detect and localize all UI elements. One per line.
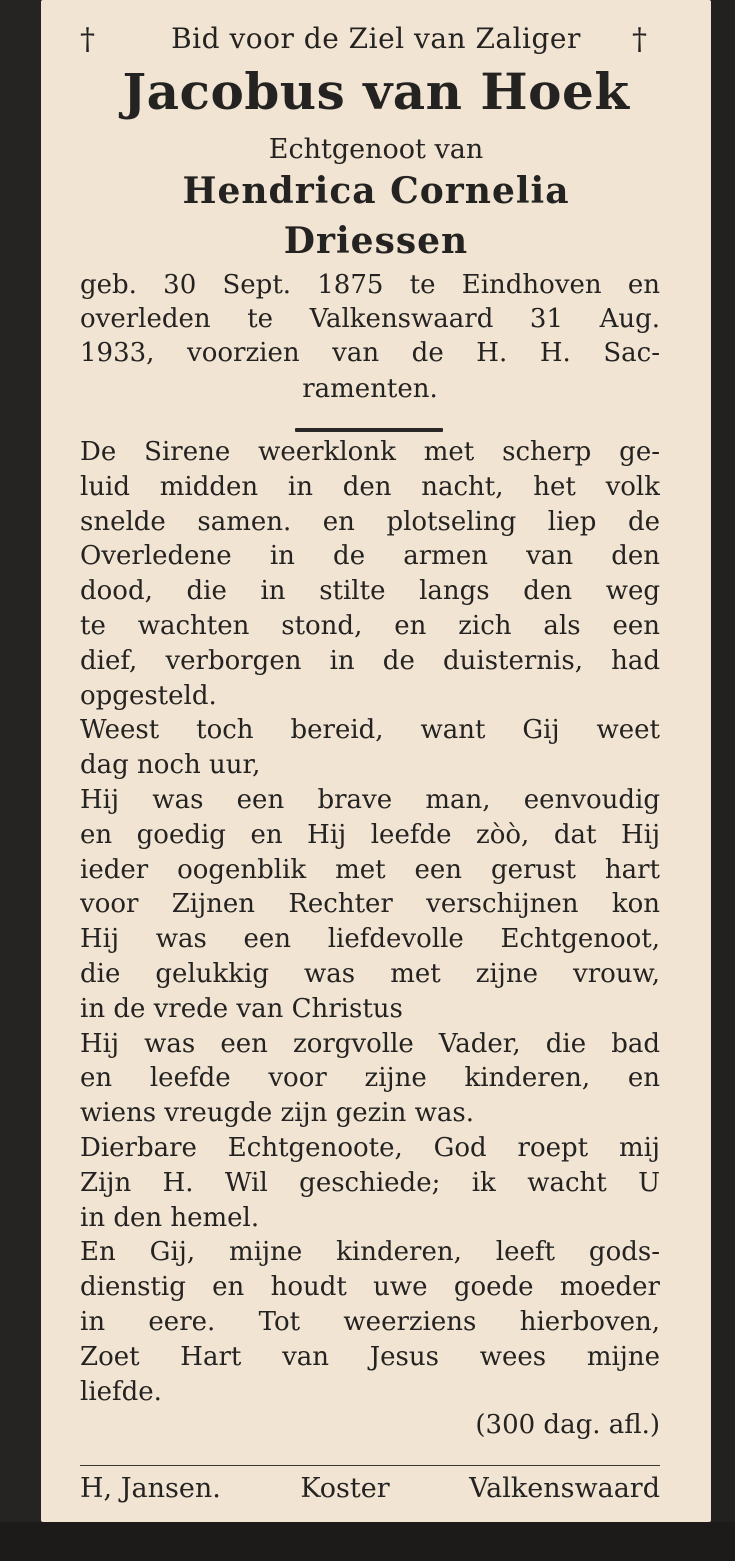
spouse-name-line2: Driessen [283, 220, 469, 262]
poem-line: ieder oogenblik met een gerust hart [80, 854, 660, 885]
poem-line: luid midden in den nacht, het volk [80, 471, 660, 502]
poem-line: dag noch uur, [80, 750, 261, 781]
poem-line: opgesteld. [80, 680, 217, 711]
printer-name: H, Jansen. [80, 1473, 221, 1504]
poem-line: te wachten stond, en zich als een [80, 611, 660, 641]
poem-line: en goedig en Hij leefde zòò, dat Hij [80, 819, 660, 850]
poem-line: dood, die in stilte langs den weg [80, 576, 660, 607]
poem-line: voor Zijnen Rechter verschijnen kon [80, 889, 660, 920]
poem-line: En Gij, mijne kinderen, leeft gods- [80, 1237, 660, 1268]
poem-line: Overledene in de armen van den [80, 541, 660, 572]
bio-line: 1933, voorzien van de H. H. Sac- [80, 338, 660, 368]
poem-line: Zoet Hart van Jesus wees mijne [80, 1341, 660, 1372]
separator-rule [295, 428, 443, 432]
printer-role: Koster [300, 1473, 390, 1504]
indulgence-note: (300 dag. afl.) [475, 1410, 660, 1440]
poem-line: De Sirene weerklonk met scherp ge- [80, 437, 660, 467]
poem-line: dienstig en houdt uwe goede moeder [80, 1272, 660, 1303]
poem-line: Dierbare Echtgenoote, God roept mij [80, 1133, 660, 1163]
poem-line: en leefde voor zijne kinderen, en [80, 1063, 660, 1094]
cross-icon-right: † [632, 22, 647, 57]
poem-line: Hij was een zorgvolle Vader, die bad [80, 1028, 660, 1059]
poem-line: wiens vreugde zijn gezin was. [80, 1098, 474, 1129]
printer-town: Valkenswaard [469, 1473, 660, 1504]
poem-line: in de vrede van Christus [80, 993, 403, 1024]
header-text: Bid voor de Ziel van Zaliger [171, 22, 581, 55]
black-mourning-border-bottom [0, 1522, 735, 1561]
deceased-name: Jacobus van Hoek [122, 62, 630, 121]
spouse-intro: Echtgenoot van [268, 134, 484, 165]
poem-line: Weest toch bereid, want Gij weet [80, 715, 660, 746]
poem-line: Zijn H. Wil geschiede; ik wacht U [80, 1167, 660, 1198]
spouse-name-line1: Hendrica Cornelia [182, 170, 570, 212]
footer-rule [80, 1465, 660, 1466]
printer-footer [80, 1473, 660, 1509]
cross-icon-left: † [80, 22, 95, 57]
poem-line: snelde samen. en plotseling liep de [80, 506, 660, 537]
bio-line: ramenten. [302, 374, 438, 404]
bio-line: overleden te Valkenswaard 31 Aug. [80, 304, 660, 334]
black-mourning-border-left [0, 0, 41, 1561]
poem-line: in den hemel. [80, 1202, 260, 1233]
poem-line: Hij was een brave man, eenvoudig [80, 785, 660, 815]
poem-line: in eere. Tot weerziens hierboven, [80, 1307, 660, 1337]
poem-line: Hij was een liefdevolle Echtgenoot, [80, 924, 660, 955]
poem-line: die gelukkig was met zijne vrouw, [80, 959, 660, 989]
poem-line: dief, verborgen in de duisternis, had [80, 645, 660, 676]
bio-line: geb. 30 Sept. 1875 te Eindhoven en [80, 270, 660, 300]
poem-line: liefde. [80, 1376, 162, 1407]
black-mourning-border-right [711, 0, 735, 1561]
